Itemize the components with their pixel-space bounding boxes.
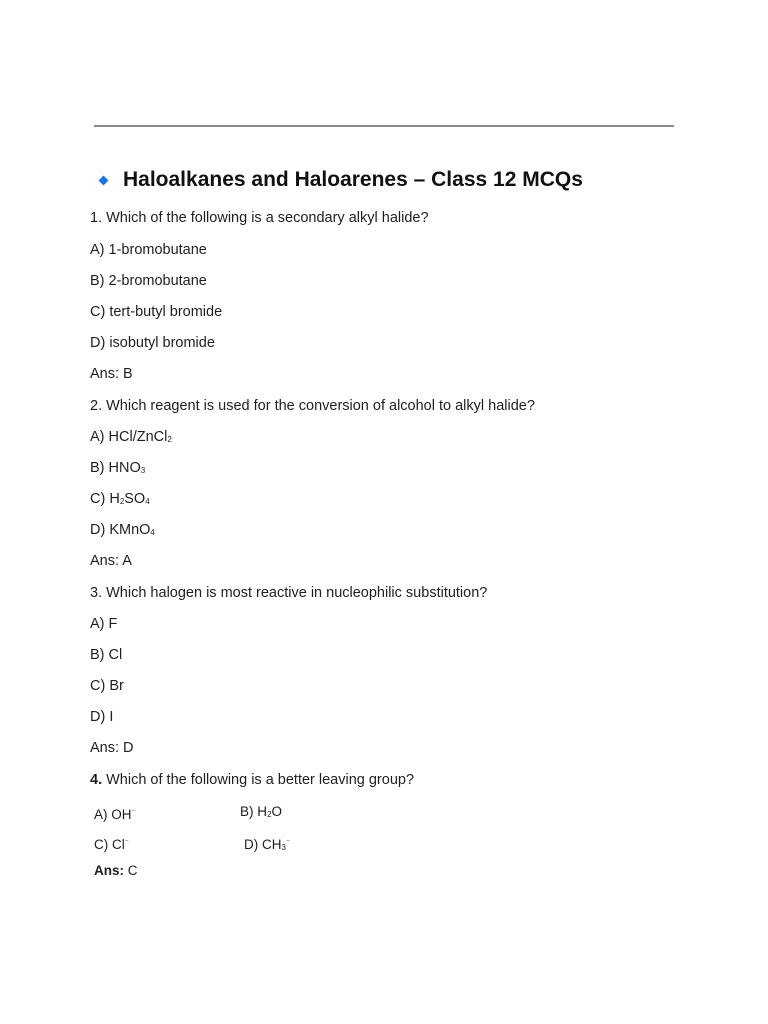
- q4-option-a: A) OH⁻: [94, 807, 136, 822]
- q1-option-a: A) 1-bromobutane: [90, 242, 207, 258]
- page-title: Haloalkanes and Haloarenes – Class 12 MCQs: [123, 168, 583, 191]
- question-1: 1. Which of the following is a secondary alkyl halide?: [90, 210, 429, 226]
- q2-option-b: B) $HNO_3$: [90, 460, 146, 476]
- question-3: 3. Which halogen is most reactive in nucleophilic substitution?: [90, 585, 488, 601]
- q4-option-c: C) Cl⁻: [94, 837, 129, 852]
- q3-option-a: A) F: [90, 616, 118, 632]
- q2-answer: Ans: A: [90, 553, 132, 569]
- q1-option-d: D) isobutyl bromide: [90, 335, 215, 351]
- question-2: 2. Which reagent is used for the conversion of alcohol to alkyl halide?: [90, 398, 535, 414]
- q1-option-c: C) tert-butyl bromide: [90, 304, 223, 320]
- q2-option-a: A) HCl/ZnCl$_2$: [90, 429, 172, 445]
- q2-option-c: C) $H_2SO_4$: [90, 491, 150, 507]
- page-heading: [99, 168, 583, 192]
- q2-option-d: D) KMnO$_4$: [90, 522, 155, 538]
- q3-answer: Ans: D: [90, 740, 134, 756]
- horizontal-rule: [94, 125, 674, 127]
- diamond-bullet-icon: [99, 175, 109, 185]
- q1-answer: Ans: B: [90, 366, 133, 382]
- q3-option-b: B) Cl: [90, 647, 123, 663]
- q1-option-b: B) 2-bromobutane: [90, 273, 207, 289]
- q4-option-d: D) $CH_3^{^-}$: [244, 837, 291, 852]
- q3-option-c: C) Br: [90, 678, 124, 694]
- q4-option-b: B) $H_2O$: [240, 804, 282, 819]
- q3-option-d: D) I: [90, 709, 114, 725]
- q4-answer: Ans: C: [94, 863, 138, 878]
- question-4: 4. Which of the following is a better leaving group?: [90, 772, 415, 788]
